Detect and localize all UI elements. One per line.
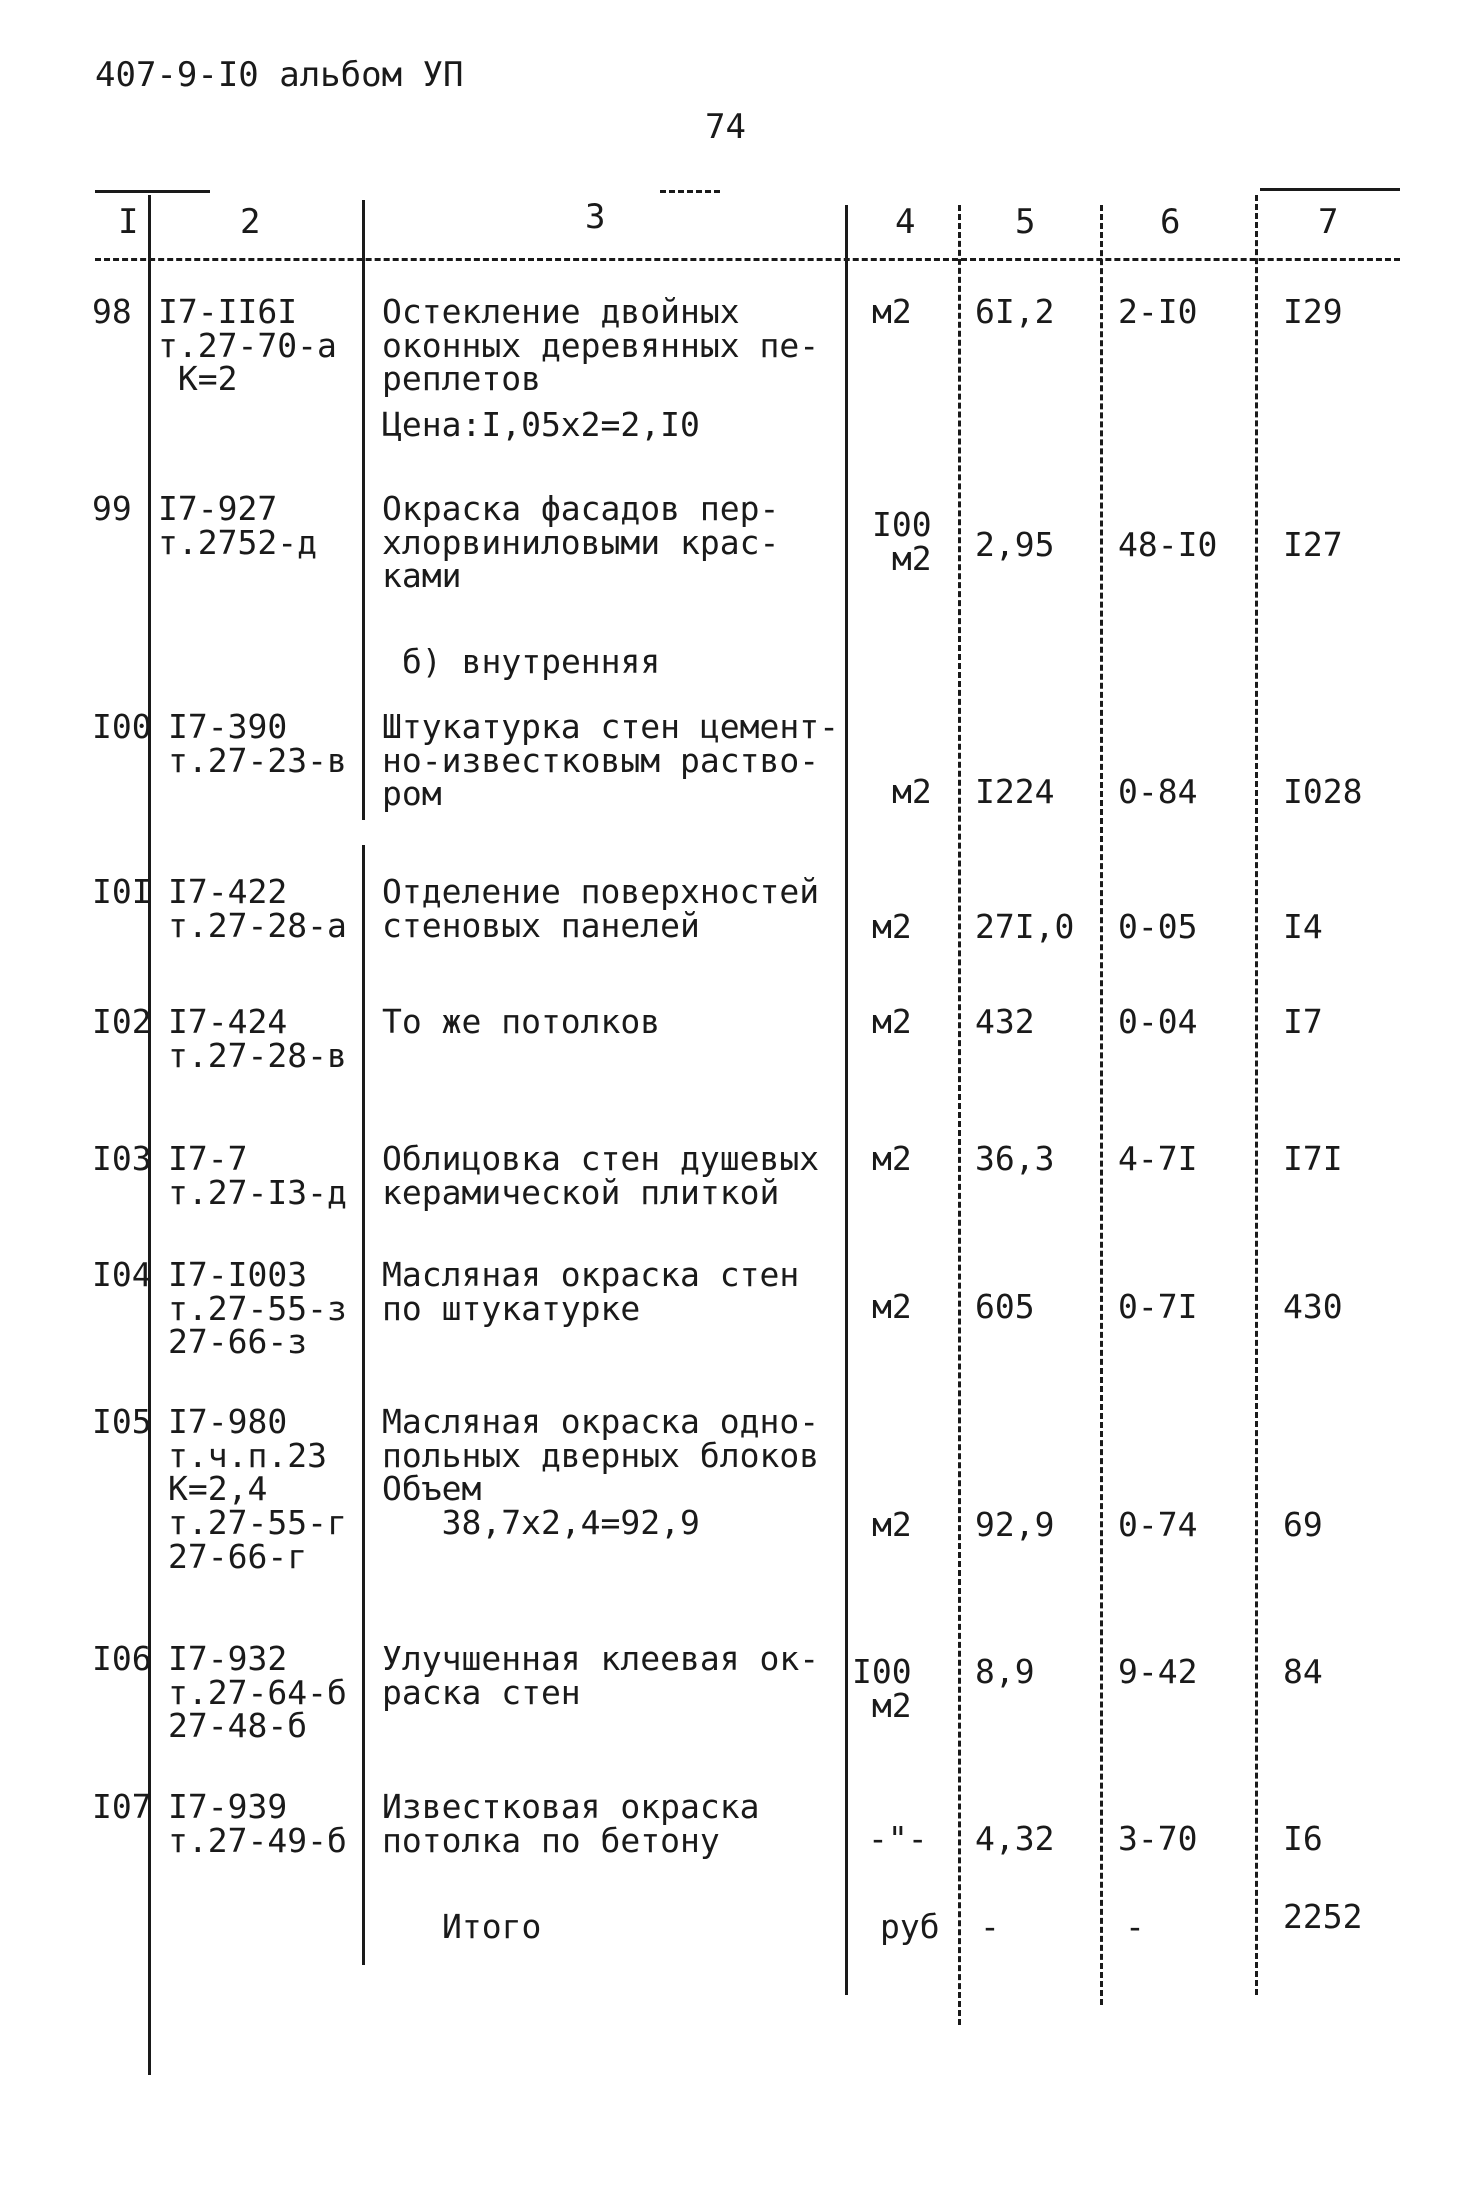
row-price: 2-I0 bbox=[1118, 292, 1198, 331]
row-unit: I00 м2 bbox=[852, 1652, 912, 1725]
row-total: I27 bbox=[1283, 525, 1343, 564]
row-number: I02 bbox=[92, 1002, 152, 1041]
row-code: I7-422 т.27-28-а bbox=[168, 872, 347, 945]
row-price: 4-7I bbox=[1118, 1139, 1198, 1178]
row-unit: м2 bbox=[872, 907, 912, 946]
row-quantity: 605 bbox=[975, 1287, 1035, 1326]
row-description: Облицовка стен душевых керамической плиткой bbox=[382, 1139, 820, 1212]
total-unit: руб bbox=[880, 1907, 940, 1946]
document-reference: 407-9-I0 альбом УП bbox=[95, 55, 464, 95]
row-price: 0-84 bbox=[1118, 772, 1198, 811]
row-code: I7-980 т.ч.п.23 К=2,4 т.27-55-г 27-66-г bbox=[168, 1402, 347, 1576]
row-code: I7-927 т.2752-д bbox=[158, 489, 317, 562]
total-label: Итого bbox=[442, 1907, 542, 1946]
row-description: То же потолков bbox=[382, 1002, 661, 1041]
row-price: 0-74 bbox=[1118, 1505, 1198, 1544]
row-code: I7-939 т.27-49-б bbox=[168, 1787, 347, 1860]
row-price: 48-I0 bbox=[1118, 525, 1218, 564]
row-quantity: 36,3 bbox=[975, 1139, 1055, 1178]
column-header-2: 2 bbox=[240, 202, 261, 242]
row-unit: м2 bbox=[892, 772, 932, 811]
row-price: 0-7I bbox=[1118, 1287, 1198, 1326]
row-number: 98 bbox=[92, 292, 132, 331]
row-quantity: 8,9 bbox=[975, 1652, 1035, 1691]
row-number: I07 bbox=[92, 1787, 152, 1826]
column-header-4: 4 bbox=[895, 202, 916, 242]
row-price: 3-70 bbox=[1118, 1819, 1198, 1858]
column-header-3: 3 bbox=[585, 197, 606, 237]
row-quantity: I224 bbox=[975, 772, 1055, 811]
row-price: 9-42 bbox=[1118, 1652, 1198, 1691]
row-quantity: 4,32 bbox=[975, 1819, 1055, 1858]
row-code: I7-424 т.27-28-в bbox=[168, 1002, 347, 1075]
row-number: I00 bbox=[92, 707, 152, 746]
row-price: 0-04 bbox=[1118, 1002, 1198, 1041]
row-note: Цена:I,05х2=2,I0 bbox=[382, 405, 700, 444]
row-description: Улучшенная клеевая ок- раска стен bbox=[382, 1639, 820, 1712]
row-total: 430 bbox=[1283, 1287, 1343, 1326]
section-label: б) внутренняя bbox=[402, 642, 661, 681]
total-amount: 2252 bbox=[1283, 1897, 1363, 1936]
row-code: I7-390 т.27-23-в bbox=[168, 707, 347, 780]
row-number: 99 bbox=[92, 489, 132, 528]
row-quantity: 92,9 bbox=[975, 1505, 1055, 1544]
row-total: 69 bbox=[1283, 1505, 1323, 1544]
row-code: I7-II6I т.27-70-а К=2 bbox=[158, 292, 337, 399]
row-quantity: 27I,0 bbox=[975, 907, 1075, 946]
row-number: I05 bbox=[92, 1402, 152, 1441]
column-header-1: I bbox=[118, 202, 139, 242]
row-description: Отделение поверхностей стеновых панелей bbox=[382, 872, 820, 945]
row-number: I0I bbox=[92, 872, 152, 911]
row-number: I04 bbox=[92, 1255, 152, 1294]
row-number: I03 bbox=[92, 1139, 152, 1178]
row-unit: м2 bbox=[872, 292, 912, 331]
column-header-6: 6 bbox=[1160, 202, 1181, 242]
row-quantity: 432 bbox=[975, 1002, 1035, 1041]
row-total: I6 bbox=[1283, 1819, 1323, 1858]
row-total: I7 bbox=[1283, 1002, 1323, 1041]
row-description: Штукатурка стен цемент- но-известковым раство- ром bbox=[382, 707, 839, 814]
row-description: Остекление двойных оконных деревянных пе- реплетов bbox=[382, 292, 820, 399]
row-unit: -"- bbox=[868, 1819, 928, 1858]
row-code: I7-I003 т.27-55-з 27-66-з bbox=[168, 1255, 347, 1362]
row-total: I7I bbox=[1283, 1139, 1343, 1178]
row-total: I29 bbox=[1283, 292, 1343, 331]
row-total: I028 bbox=[1283, 772, 1363, 811]
row-unit: I00 м2 bbox=[872, 505, 932, 578]
row-description: Известковая окраска потолка по бетону bbox=[382, 1787, 760, 1860]
total-price: - bbox=[1125, 1907, 1145, 1946]
total-quantity: - bbox=[980, 1907, 1000, 1946]
row-price: 0-05 bbox=[1118, 907, 1198, 946]
row-description: Масляная окраска стен по штукатурке bbox=[382, 1255, 800, 1328]
row-quantity: 6I,2 bbox=[975, 292, 1055, 331]
page-number: 74 bbox=[705, 107, 746, 147]
row-unit: м2 bbox=[872, 1505, 912, 1544]
row-number: I06 bbox=[92, 1639, 152, 1678]
row-unit: м2 bbox=[872, 1287, 912, 1326]
row-quantity: 2,95 bbox=[975, 525, 1055, 564]
row-total: 84 bbox=[1283, 1652, 1323, 1691]
row-total: I4 bbox=[1283, 907, 1323, 946]
column-header-7: 7 bbox=[1318, 202, 1339, 242]
row-unit: м2 bbox=[872, 1002, 912, 1041]
column-header-5: 5 bbox=[1015, 202, 1036, 242]
row-code: I7-932 т.27-64-б 27-48-б bbox=[168, 1639, 347, 1746]
row-description: Масляная окраска одно- польных дверных блоков Объем 38,7х2,4=92,9 bbox=[382, 1402, 820, 1542]
row-code: I7-7 т.27-I3-д bbox=[168, 1139, 347, 1212]
row-unit: м2 bbox=[872, 1139, 912, 1178]
row-description: Окраска фасадов пер- хлорвиниловыми крас- ками bbox=[382, 489, 780, 596]
